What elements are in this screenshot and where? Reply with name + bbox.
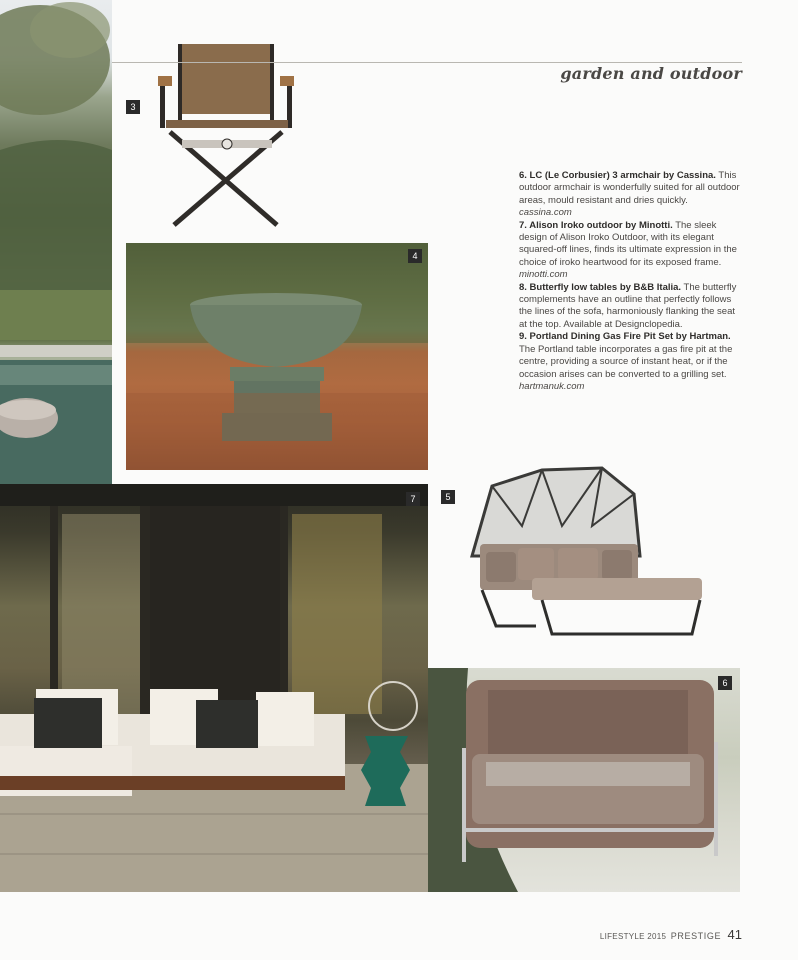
credit-lead: 9. Portland Dining Gas Fire Pit Set by Hartman.: [519, 331, 731, 343]
chair-product-image: [152, 40, 302, 235]
fountain-illustration: [126, 243, 428, 470]
credit-item: [519, 282, 741, 332]
figure-label: 6: [718, 676, 732, 690]
garden-illustration: [0, 0, 112, 484]
daybed-product-image: [462, 466, 704, 642]
credit-body: The butterfly complements have an outline that perfectly follows the lines of the sofa, harmoniously flanking the seat at the top. Available at Designclopedia.: [519, 281, 737, 330]
magazine-name: PRESTIGE: [670, 931, 722, 941]
credit-body: The Portland table incorporates a gas fire pit at the centre, providing a source of instant heat, or if the occasion arises can be converted to a grilling set.: [519, 343, 733, 380]
credit-site-link[interactable]: minotti.com: [519, 269, 568, 281]
armchair-photo: [428, 668, 740, 892]
figure-label: 7: [406, 492, 420, 506]
credit-site-link[interactable]: cassina.com: [519, 207, 572, 219]
fountain-photo: [126, 243, 428, 470]
lounge-illustration: [0, 484, 428, 892]
figure-label: 3: [126, 100, 140, 114]
credit-lead: 8. Butterfly low tables by B&B Italia.: [519, 281, 682, 293]
credit-lead: 6. LC (Le Corbusier) 3 armchair by Cassina.: [519, 170, 716, 181]
page-footer: [600, 926, 742, 944]
credit-item: [519, 170, 741, 220]
credit-item: [519, 220, 741, 282]
credit-body: This outdoor armchair is wonderfully suited for all outdoor areas, mould resistant and dries quickly.: [519, 170, 740, 206]
figure-label: 5: [441, 490, 455, 504]
credit-body: The sleek design of Alison Iroko Outdoor, with its elegant squared-off lines, finds its ultimate expression in the choice of iroko heartwood for its exposed frame.: [519, 219, 737, 268]
credit-lead: 7. Alison Iroko outdoor by Minotti.: [519, 219, 673, 231]
credits-text: [519, 170, 741, 393]
garden-photo: [0, 0, 112, 484]
section-title: garden and outdoor: [560, 64, 742, 83]
figure-label: 4: [408, 249, 422, 263]
credit-site-link[interactable]: hartmanuk.com: [519, 380, 585, 392]
lounge-photo: [0, 484, 428, 892]
page-number: 41: [727, 927, 742, 942]
armchair-illustration: [428, 668, 740, 892]
issue-label: LIFESTYLE 2015: [599, 932, 667, 941]
header-rule: [112, 62, 742, 63]
credit-item: [519, 331, 741, 393]
